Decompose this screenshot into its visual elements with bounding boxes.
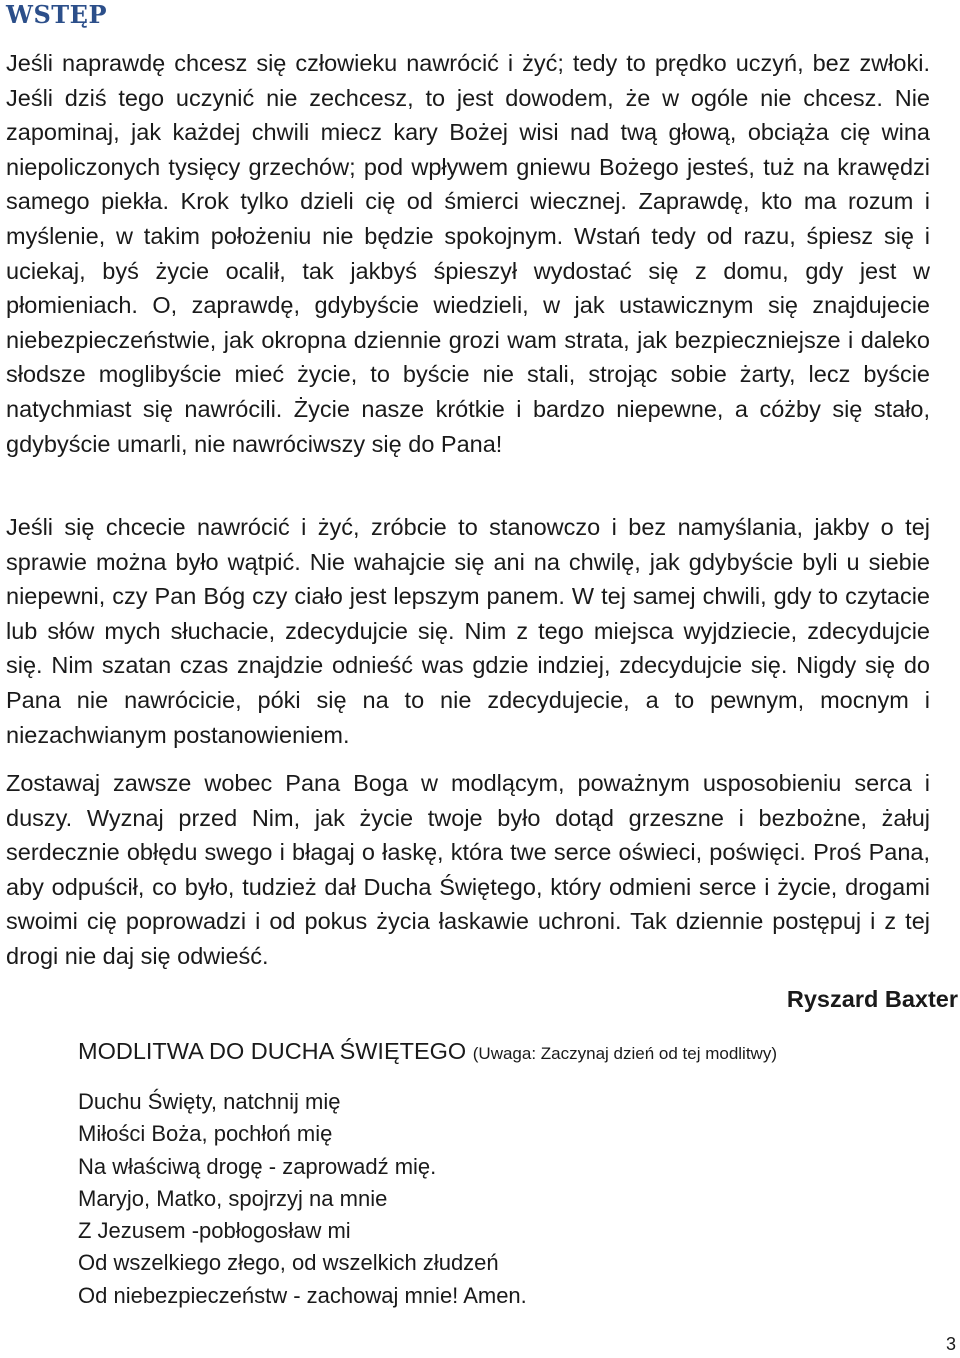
prayer-line: Z Jezusem -pobłogosław mi: [78, 1218, 351, 1244]
prayer-line: Na właściwą drogę - zaprowadź mię.: [78, 1153, 437, 1179]
section-heading: WSTĘP: [6, 0, 107, 29]
prayer-line: Duchu Święty, natchnij mię: [78, 1089, 341, 1114]
prayer-line: Od niebezpieczeństw - zachowaj mnie! Amen.: [78, 1282, 527, 1308]
author-signature: Ryszard Baxter: [786, 986, 958, 1012]
prayer-line: Od wszelkiego złego, od wszelkich złudzeń: [78, 1250, 499, 1276]
prayer-title: MODLITWA DO DUCHA ŚWIĘTEGO: [78, 1038, 467, 1064]
prayer-line: Miłości Boża, pochłoń mię: [78, 1121, 333, 1147]
prayer-line: Maryjo, Matko, spojrzyj na mnie: [78, 1185, 388, 1211]
paragraph-3: Zostawaj zawsze wobec Pana Boga w modlącym, poważnym usposobieniu serca i duszy. Wyznaj przed Nim, jak życie twoje było dotąd grzeszne i bezbożne, żałuj serdecznie obłędu swego i błagaj o łaskę, która twe serce oświeci, poświęci. Proś Pana, aby odpuścił, co było, tudzież dał Ducha Świętego, który odmieni serce i życie, drogami swoimi cię poprowadzi i od pokus życia łaskawie uchroni. Tak dziennie postępuj i z tej drogi nie daj się odwieść.: [6, 770, 930, 969]
page-number: 3: [945, 1334, 956, 1354]
prayer-note: (Uwaga: Zaczynaj dzień od tej modlitwy): [472, 1044, 777, 1063]
prayer-title-line: [78, 1038, 777, 1065]
paragraph-2: Jeśli się chcecie nawrócić i żyć, zróbcie to stanowczo i bez namyślania, jakby o tej sprawie można było wątpić. Nie wahajcie się ani na chwilę, jak gdybyście byli u siebie niepewni, czy Pan Bóg czy ciało jest lepszym panem. W tej samej chwili, gdy to czytacie lub słów mych słuchacie, zdecydujcie się. Nim z tego miejsca wyjdziecie, zdecydujcie się. Nim szatan czas znajdzie odnieść was gdzie indziej, zdecydujcie się. Nigdy się do Pana nie nawrócicie, póki się na to nie zdecydujecie, a to pewnym, mocnym i niezachwianym postanowieniem.: [6, 514, 930, 748]
paragraph-1: Jeśli naprawdę chcesz się człowieku nawrócić i żyć; tedy to prędko uczyń, bez zwłoki. Jeśli dziś tego uczynić nie zechcesz, to jest dowodem, że w ogóle nie chcesz. Nie zapominaj, jak każdej chwili miecz kary Bożej wisi nad twą głową, obciąża cię wina niepoliczonych tysięcy grzechów; pod wpływem gniewu Bożego jesteś, tuż na krawędzi samego piekła. Krok tylko dzieli cię od śmierci wiecznej. Zaprawdę, kto ma rozum i myślenie, w takim położeniu nie będzie spokojnym. Wstań tedy od razu, śpiesz się i uciekaj, byś życie ocalił, tak jakbyś śpieszył wydostać się z domu, gdy jest w płomieniach. O, zaprawdę, gdybyście wiedzieli, w jak ustawicznym się znajdujecie niebezpieczeństwie, jak okropna dziennie grozi wam strata, jak bezpieczniejsze i daleko słodsze moglibyście mieć życie, to byście nie stali, strojąc sobie żarty, lecz byście natychmiast się nawrócili. Życie nasze krótkie i bardzo niepewne, a cóżby się stało, gdybyście umarli, nie nawróciwszy się do Pana!: [6, 50, 930, 457]
prayer-lines: [78, 1086, 527, 1312]
